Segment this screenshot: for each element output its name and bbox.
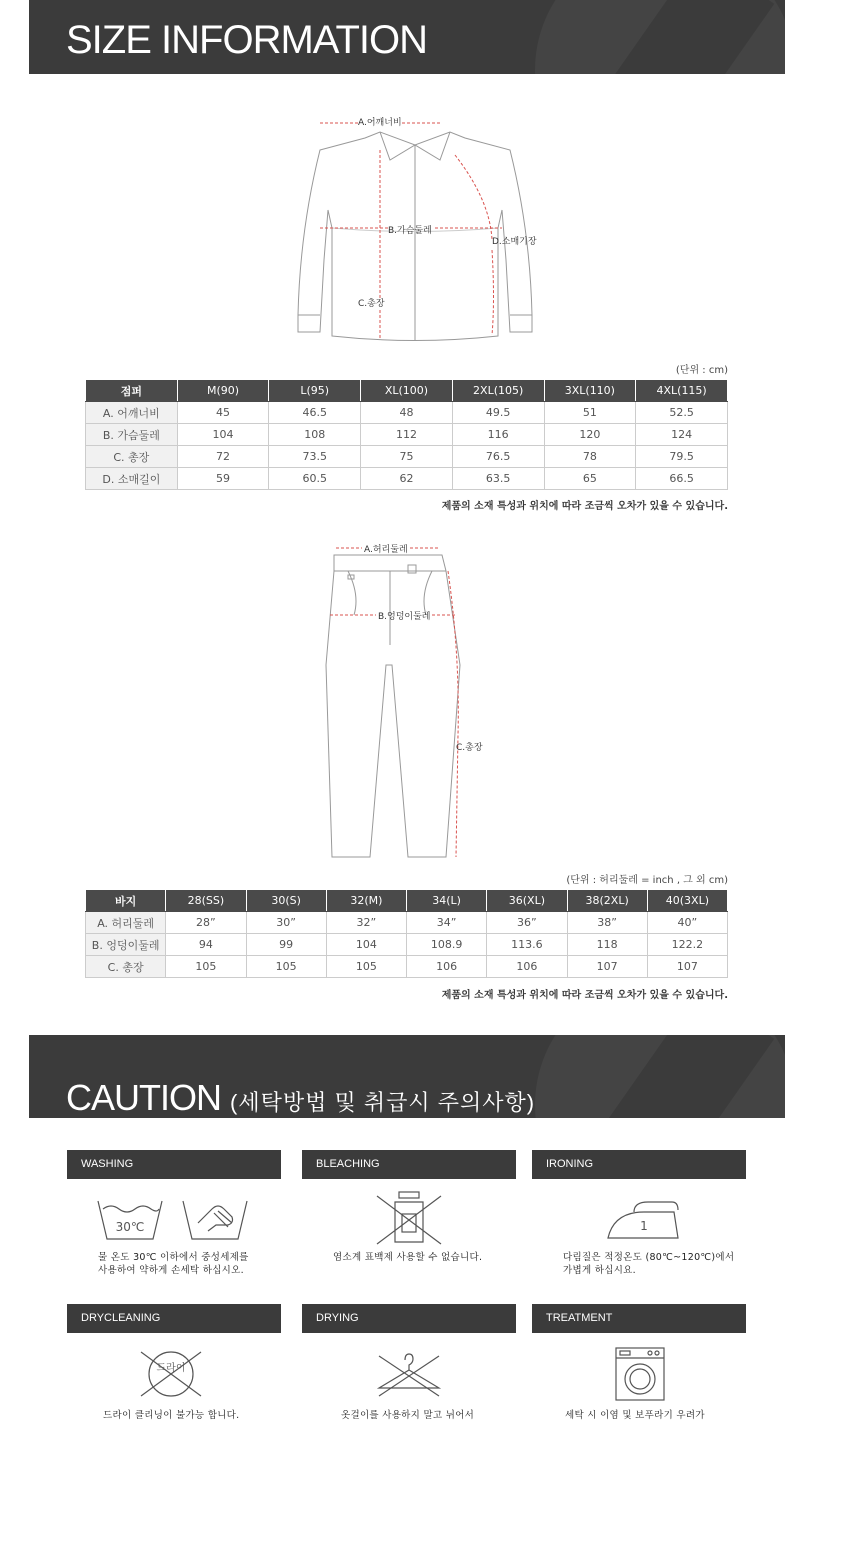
washing-instruction: 물 온도 30℃ 이하에서 중성세제를 사용하여 약하게 손세탁 하십시오. [98,1252,249,1276]
table-cell: 118 [567,934,647,956]
table-cell: 105 [246,956,326,978]
table-cell: 105 [166,956,246,978]
drying-instruction: 옷걸이를 사용하지 말고 뉘어서 [341,1410,475,1421]
table-cell: 38” [567,912,647,934]
pants-length-label: C.총장 [456,743,483,753]
drycleaning-header: DRYCLEANING [67,1304,281,1333]
size-column-header: 4XL(115) [636,380,728,402]
no-dryclean-icon [135,1348,207,1400]
table-cell: 30” [246,912,326,934]
shirt-size-table [85,379,728,490]
table-cell: 112 [361,424,453,446]
wash-temperature: 30℃ [115,1220,145,1234]
table-corner-header: 바지 [86,890,166,912]
table-header-row [86,380,728,402]
table-cell: 120 [544,424,636,446]
hip-label: B.엉덩이둘레 [378,612,431,622]
size-column-header: 28(SS) [166,890,246,912]
table-row [86,446,728,468]
table-cell: 113.6 [487,934,567,956]
no-hanger-icon [373,1350,445,1400]
row-label-cell: A. 어깨너비 [86,402,178,424]
size-column-header: 2XL(105) [452,380,544,402]
table-cell: 108 [269,424,361,446]
table-row [86,402,728,424]
size-column-header: 3XL(110) [544,380,636,402]
caution-banner [29,1035,785,1118]
washing-machine-icon [614,1346,666,1402]
caution-title [66,1077,535,1118]
row-label-cell: C. 총장 [86,446,178,468]
drycleaning-instruction: 드라이 클리닝이 불가능 합니다. [103,1410,240,1421]
size-column-header: L(95) [269,380,361,402]
pants-unit-note: (단위 : 허리둘레 = inch , 그 외 cm) [566,875,728,886]
table-cell: 73.5 [269,446,361,468]
table-cell: 45 [177,402,269,424]
treatment-instruction: 세탁 시 이염 및 보푸라기 우려가 [565,1410,705,1421]
size-column-header: 38(2XL) [567,890,647,912]
table-row [86,468,728,490]
table-cell: 48 [361,402,453,424]
sleeve-length-label: D.소매기장 [492,237,537,247]
table-row [86,424,728,446]
table-cell: 59 [177,468,269,490]
table-cell: 107 [647,956,727,978]
table-cell: 106 [487,956,567,978]
no-bleach-icon [373,1190,445,1248]
pants-tolerance-note: 제품의 소재 특성과 위치에 따라 조금씩 오차가 있을 수 있습니다. [441,990,728,1001]
table-cell: 32” [326,912,406,934]
shirt-diagram [270,110,560,355]
table-cell: 105 [326,956,406,978]
table-cell: 51 [544,402,636,424]
wash-tub-icon [95,1195,165,1245]
pants-diagram [320,535,490,860]
size-column-header: 34(L) [407,890,487,912]
table-cell: 99 [246,934,326,956]
washing-header: WASHING [67,1150,281,1179]
table-cell: 66.5 [636,468,728,490]
size-column-header: 30(S) [246,890,326,912]
size-column-header: 36(XL) [487,890,567,912]
table-cell: 72 [177,446,269,468]
row-label-cell: B. 엉덩이둘레 [86,934,166,956]
table-row [86,956,728,978]
table-cell: 124 [636,424,728,446]
table-cell: 40” [647,912,727,934]
table-cell: 63.5 [452,468,544,490]
table-row [86,912,728,934]
size-column-header: 40(3XL) [647,890,727,912]
iron-level: 1 [640,1219,648,1233]
table-cell: 65 [544,468,636,490]
drying-header: DRYING [302,1304,516,1333]
table-cell: 28” [166,912,246,934]
caution-heading: CAUTION [66,1077,221,1118]
table-cell: 62 [361,468,453,490]
table-cell: 107 [567,956,647,978]
hand-wash-icon [180,1195,250,1245]
size-information-banner [29,0,785,74]
shirt-tolerance-note: 제품의 소재 특성과 위치에 따라 조금씩 오차가 있을 수 있습니다. [441,501,728,512]
row-label-cell: D. 소매길이 [86,468,178,490]
caution-subtitle: (세탁방법 및 취급시 주의사항) [230,1090,536,1115]
shoulder-width-label: A.어깨너비 [358,118,402,128]
row-label-cell: B. 가슴둘레 [86,424,178,446]
iron-icon [604,1200,684,1242]
shirt-unit-note: (단위 : cm) [675,365,728,376]
row-label-cell: A. 허리둘레 [86,912,166,934]
row-label-cell: C. 총장 [86,956,166,978]
table-cell: 94 [166,934,246,956]
ironing-instruction: 다림질은 적정온도 (80℃~120℃)에서 가볍게 하십시요. [563,1252,735,1276]
table-header-row [86,890,728,912]
pants-size-table [85,889,728,978]
size-column-header: XL(100) [361,380,453,402]
table-cell: 36” [487,912,567,934]
size-column-header: 32(M) [326,890,406,912]
bleaching-instruction: 염소계 표백제 사용할 수 없습니다. [333,1252,483,1263]
treatment-header: TREATMENT [532,1304,746,1333]
size-column-header: M(90) [177,380,269,402]
waist-label: A.허리둘레 [364,545,408,555]
table-cell: 60.5 [269,468,361,490]
table-cell: 116 [452,424,544,446]
table-cell: 76.5 [452,446,544,468]
table-row [86,934,728,956]
dryclean-icon-text: 드라이 [156,1363,186,1374]
pants-illustration [320,535,490,860]
table-cell: 52.5 [636,402,728,424]
size-information-title: SIZE INFORMATION [66,18,428,62]
table-cell: 34” [407,912,487,934]
table-cell: 108.9 [407,934,487,956]
table-cell: 104 [326,934,406,956]
table-corner-header: 점퍼 [86,380,178,402]
table-cell: 104 [177,424,269,446]
table-cell: 49.5 [452,402,544,424]
table-cell: 122.2 [647,934,727,956]
ironing-header: IRONING [532,1150,746,1179]
table-cell: 79.5 [636,446,728,468]
table-cell: 46.5 [269,402,361,424]
bleaching-header: BLEACHING [302,1150,516,1179]
table-cell: 106 [407,956,487,978]
total-length-label: C.총장 [358,299,385,309]
table-cell: 78 [544,446,636,468]
table-cell: 75 [361,446,453,468]
chest-label: B.가슴둘레 [388,226,432,236]
